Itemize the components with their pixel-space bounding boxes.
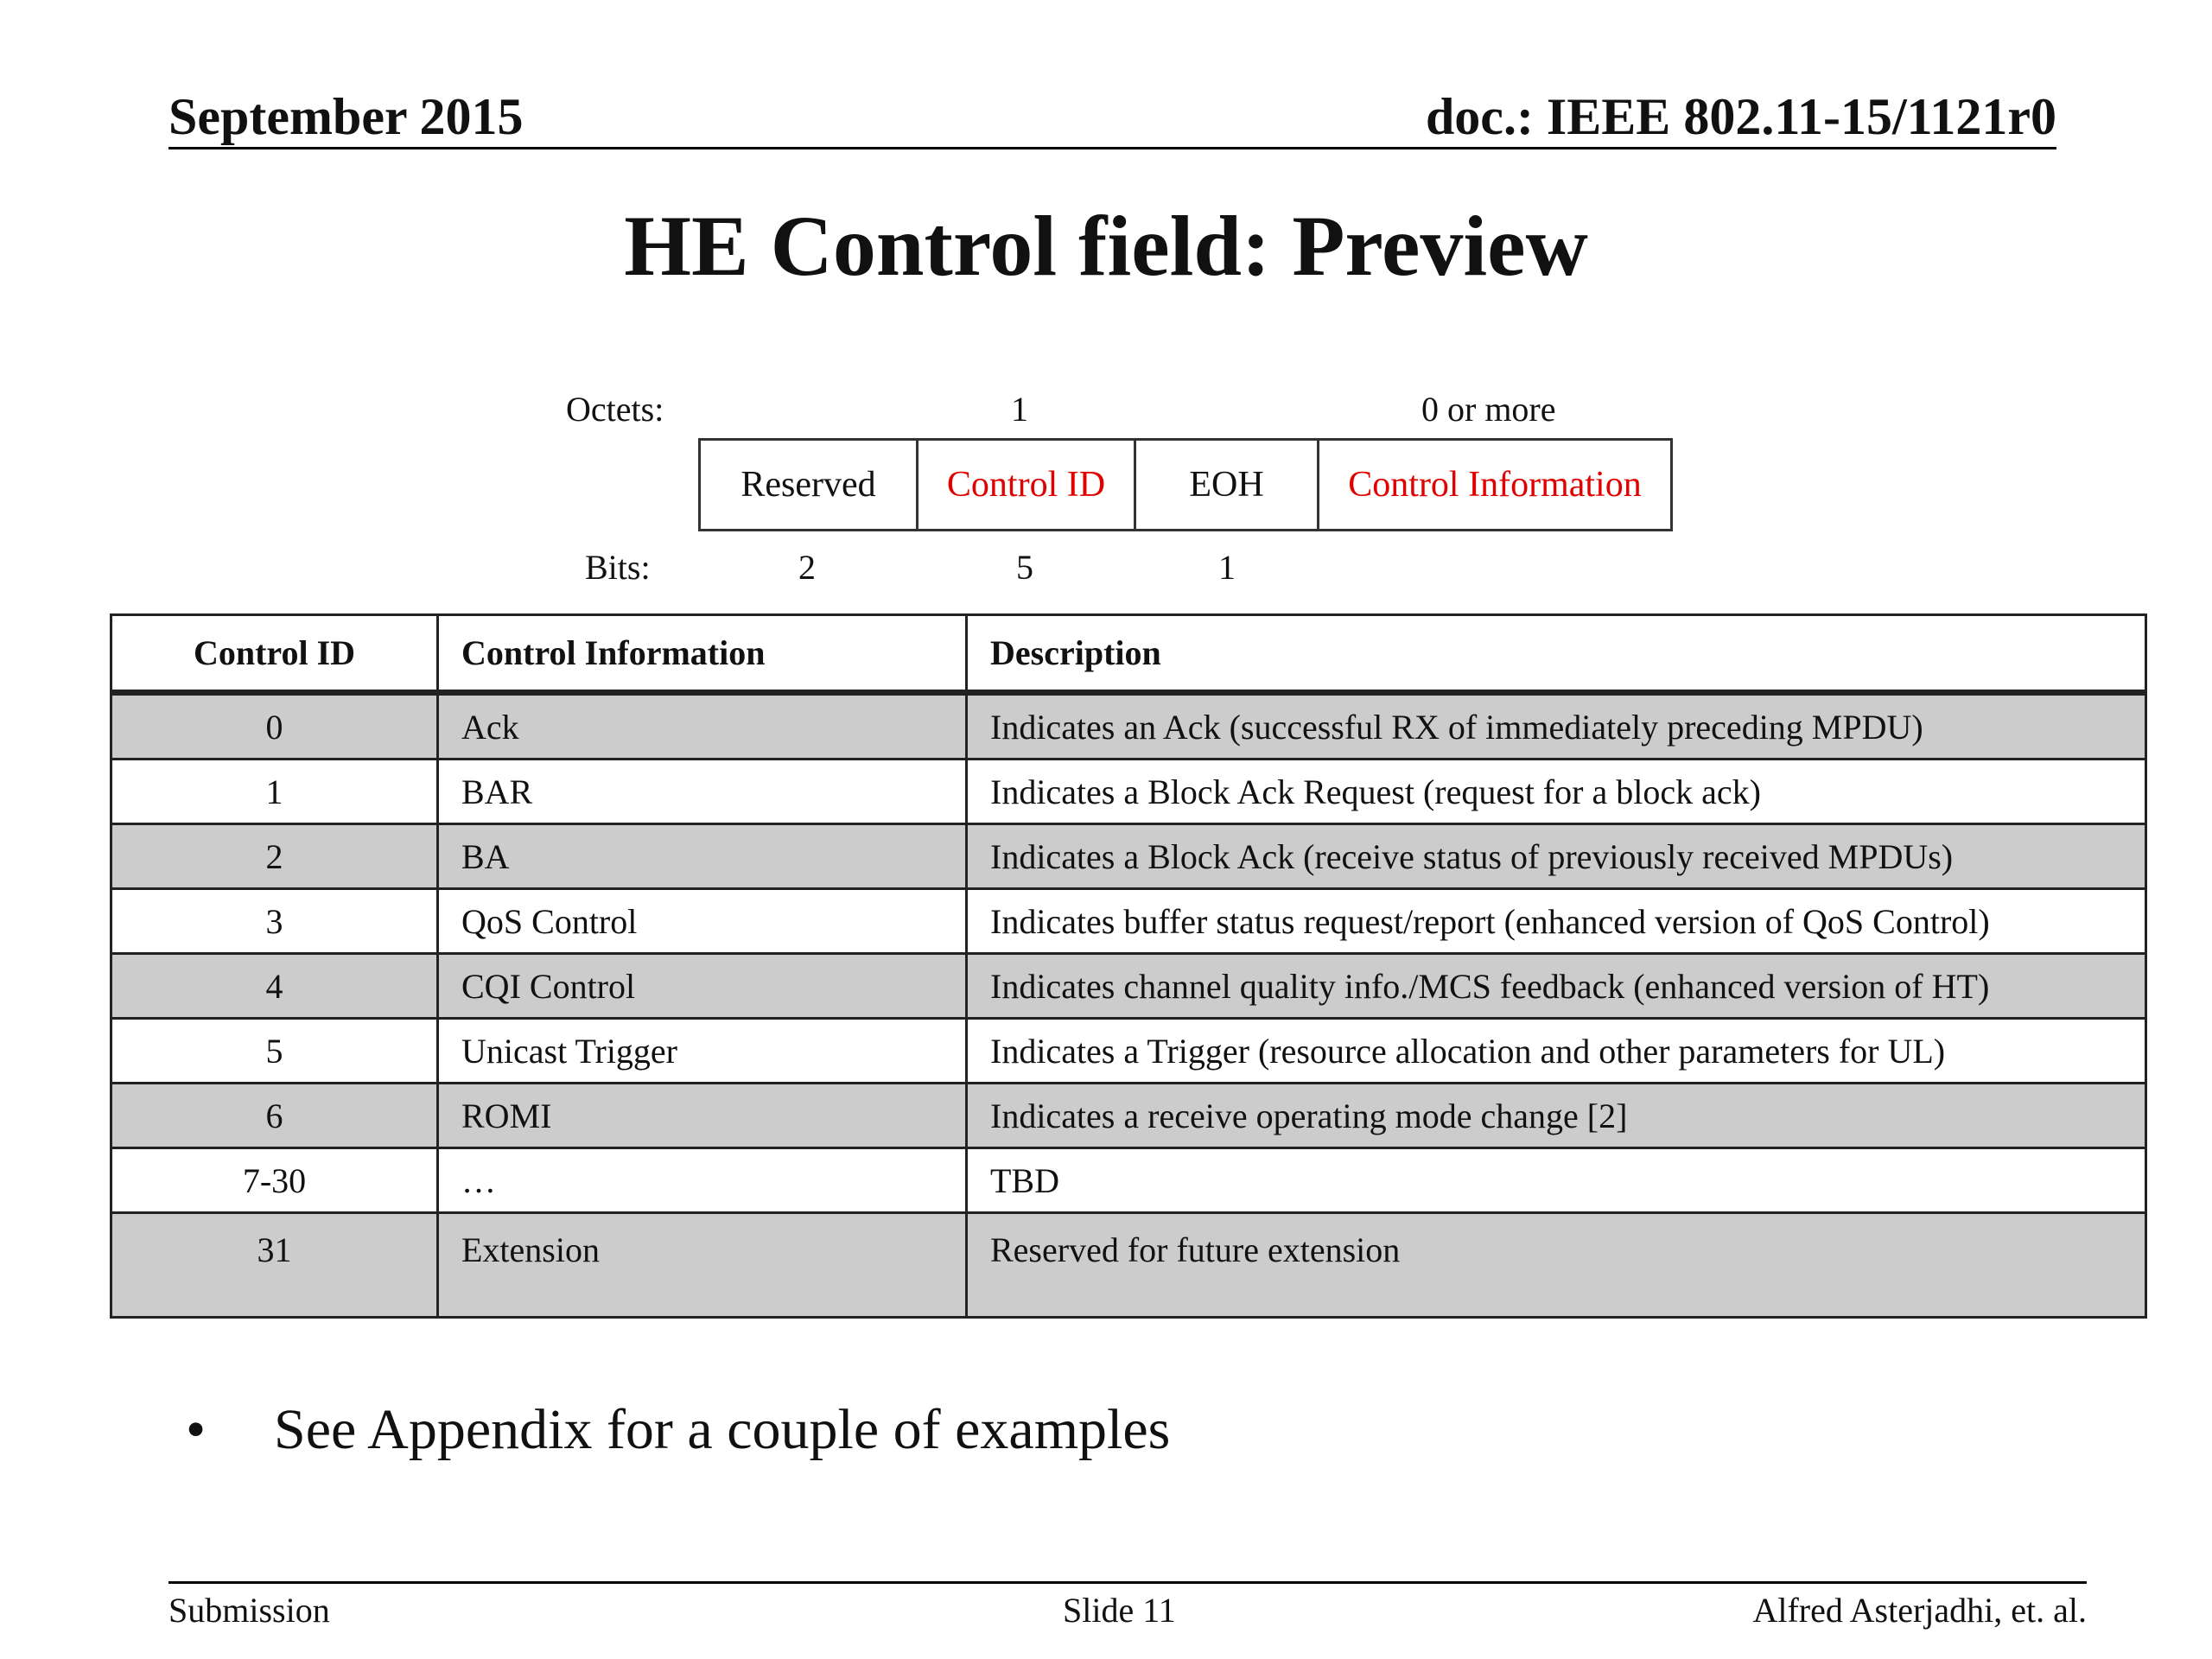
cell-control-id: 31: [111, 1213, 438, 1318]
cell-control-id: 6: [111, 1084, 438, 1148]
control-id-table: [110, 613, 2147, 1319]
field-eoh: EOH: [1136, 441, 1319, 529]
cell-description: Indicates buffer status request/report (enhanced version of QoS Control): [967, 889, 2146, 954]
header-date: September 2015: [168, 88, 524, 145]
footer-divider: [168, 1581, 2087, 1584]
cell-control-id: 7-30: [111, 1148, 438, 1213]
table-row: [111, 1213, 2146, 1318]
table-row: [111, 824, 2146, 889]
cell-description: Indicates channel quality info./MCS feedback (enhanced version of HT): [967, 954, 2146, 1019]
cell-description: Indicates a Trigger (resource allocation and other parameters for UL): [967, 1019, 2146, 1084]
cell-control-id: 4: [111, 954, 438, 1019]
field-control-information: Control Information: [1348, 465, 1642, 505]
cell-control-information: Extension: [438, 1213, 967, 1318]
cell-control-information: Unicast Trigger: [438, 1019, 967, 1084]
cell-control-information: ROMI: [438, 1084, 967, 1148]
he-control-field-diagram: [698, 438, 1673, 531]
cell-control-id: 2: [111, 824, 438, 889]
bullet-marker: •: [186, 1398, 207, 1461]
cell-description: Indicates an Ack (successful RX of immediately preceding MPDU): [967, 693, 2146, 760]
cell-description: Indicates a Block Ack Request (request for a block ack): [967, 760, 2146, 824]
table-row: [111, 1148, 2146, 1213]
footer-slide-number: Slide 11: [1063, 1591, 1176, 1630]
cell-control-id: 1: [111, 760, 438, 824]
header-divider: [168, 147, 2056, 149]
table-row: [111, 1019, 2146, 1084]
bullet-text: See Appendix for a couple of examples: [274, 1398, 1171, 1461]
cell-control-information: BAR: [438, 760, 967, 824]
bits-value-eoh: 1: [1218, 548, 1236, 587]
cell-control-information: Ack: [438, 693, 967, 760]
slide-title: HE Control field: Preview: [624, 198, 1588, 294]
bits-label: Bits:: [585, 548, 651, 587]
octets-label: Octets:: [566, 390, 664, 429]
cell-description: Indicates a receive operating mode change [2]: [967, 1084, 2146, 1148]
table-row: [111, 889, 2146, 954]
cell-description: Reserved for future extension: [967, 1213, 2146, 1318]
field-control-id: Control ID: [918, 441, 1136, 529]
cell-control-information: …: [438, 1148, 967, 1213]
footer-author: Alfred Asterjadhi, et. al.: [1752, 1591, 2087, 1630]
bits-value-reserved: 2: [798, 548, 816, 587]
cell-description: Indicates a Block Ack (receive status of previously received MPDUs): [967, 824, 2146, 889]
column-header-control-information: Control Information: [438, 615, 967, 693]
cell-control-id: 0: [111, 693, 438, 760]
footer-submission: Submission: [168, 1591, 330, 1630]
field-reserved: Reserved: [701, 441, 918, 529]
octets-value-info: 0 or more: [1421, 390, 1556, 429]
octets-value-control: 1: [1011, 390, 1028, 429]
table-row: [111, 1084, 2146, 1148]
cell-description: TBD: [967, 1148, 2146, 1213]
column-header-control-id: Control ID: [111, 615, 438, 693]
bits-value-control-id: 5: [1016, 548, 1033, 587]
cell-control-information: CQI Control: [438, 954, 967, 1019]
header-doc-id: doc.: IEEE 802.11-15/1121r0: [1425, 88, 2056, 145]
table-row: [111, 954, 2146, 1019]
cell-control-id: 5: [111, 1019, 438, 1084]
cell-control-information: QoS Control: [438, 889, 967, 954]
table-row: [111, 760, 2146, 824]
column-header-description: Description: [967, 615, 2146, 693]
table-row: [111, 693, 2146, 760]
table-header-row: [111, 615, 2146, 693]
cell-control-information: BA: [438, 824, 967, 889]
cell-control-id: 3: [111, 889, 438, 954]
